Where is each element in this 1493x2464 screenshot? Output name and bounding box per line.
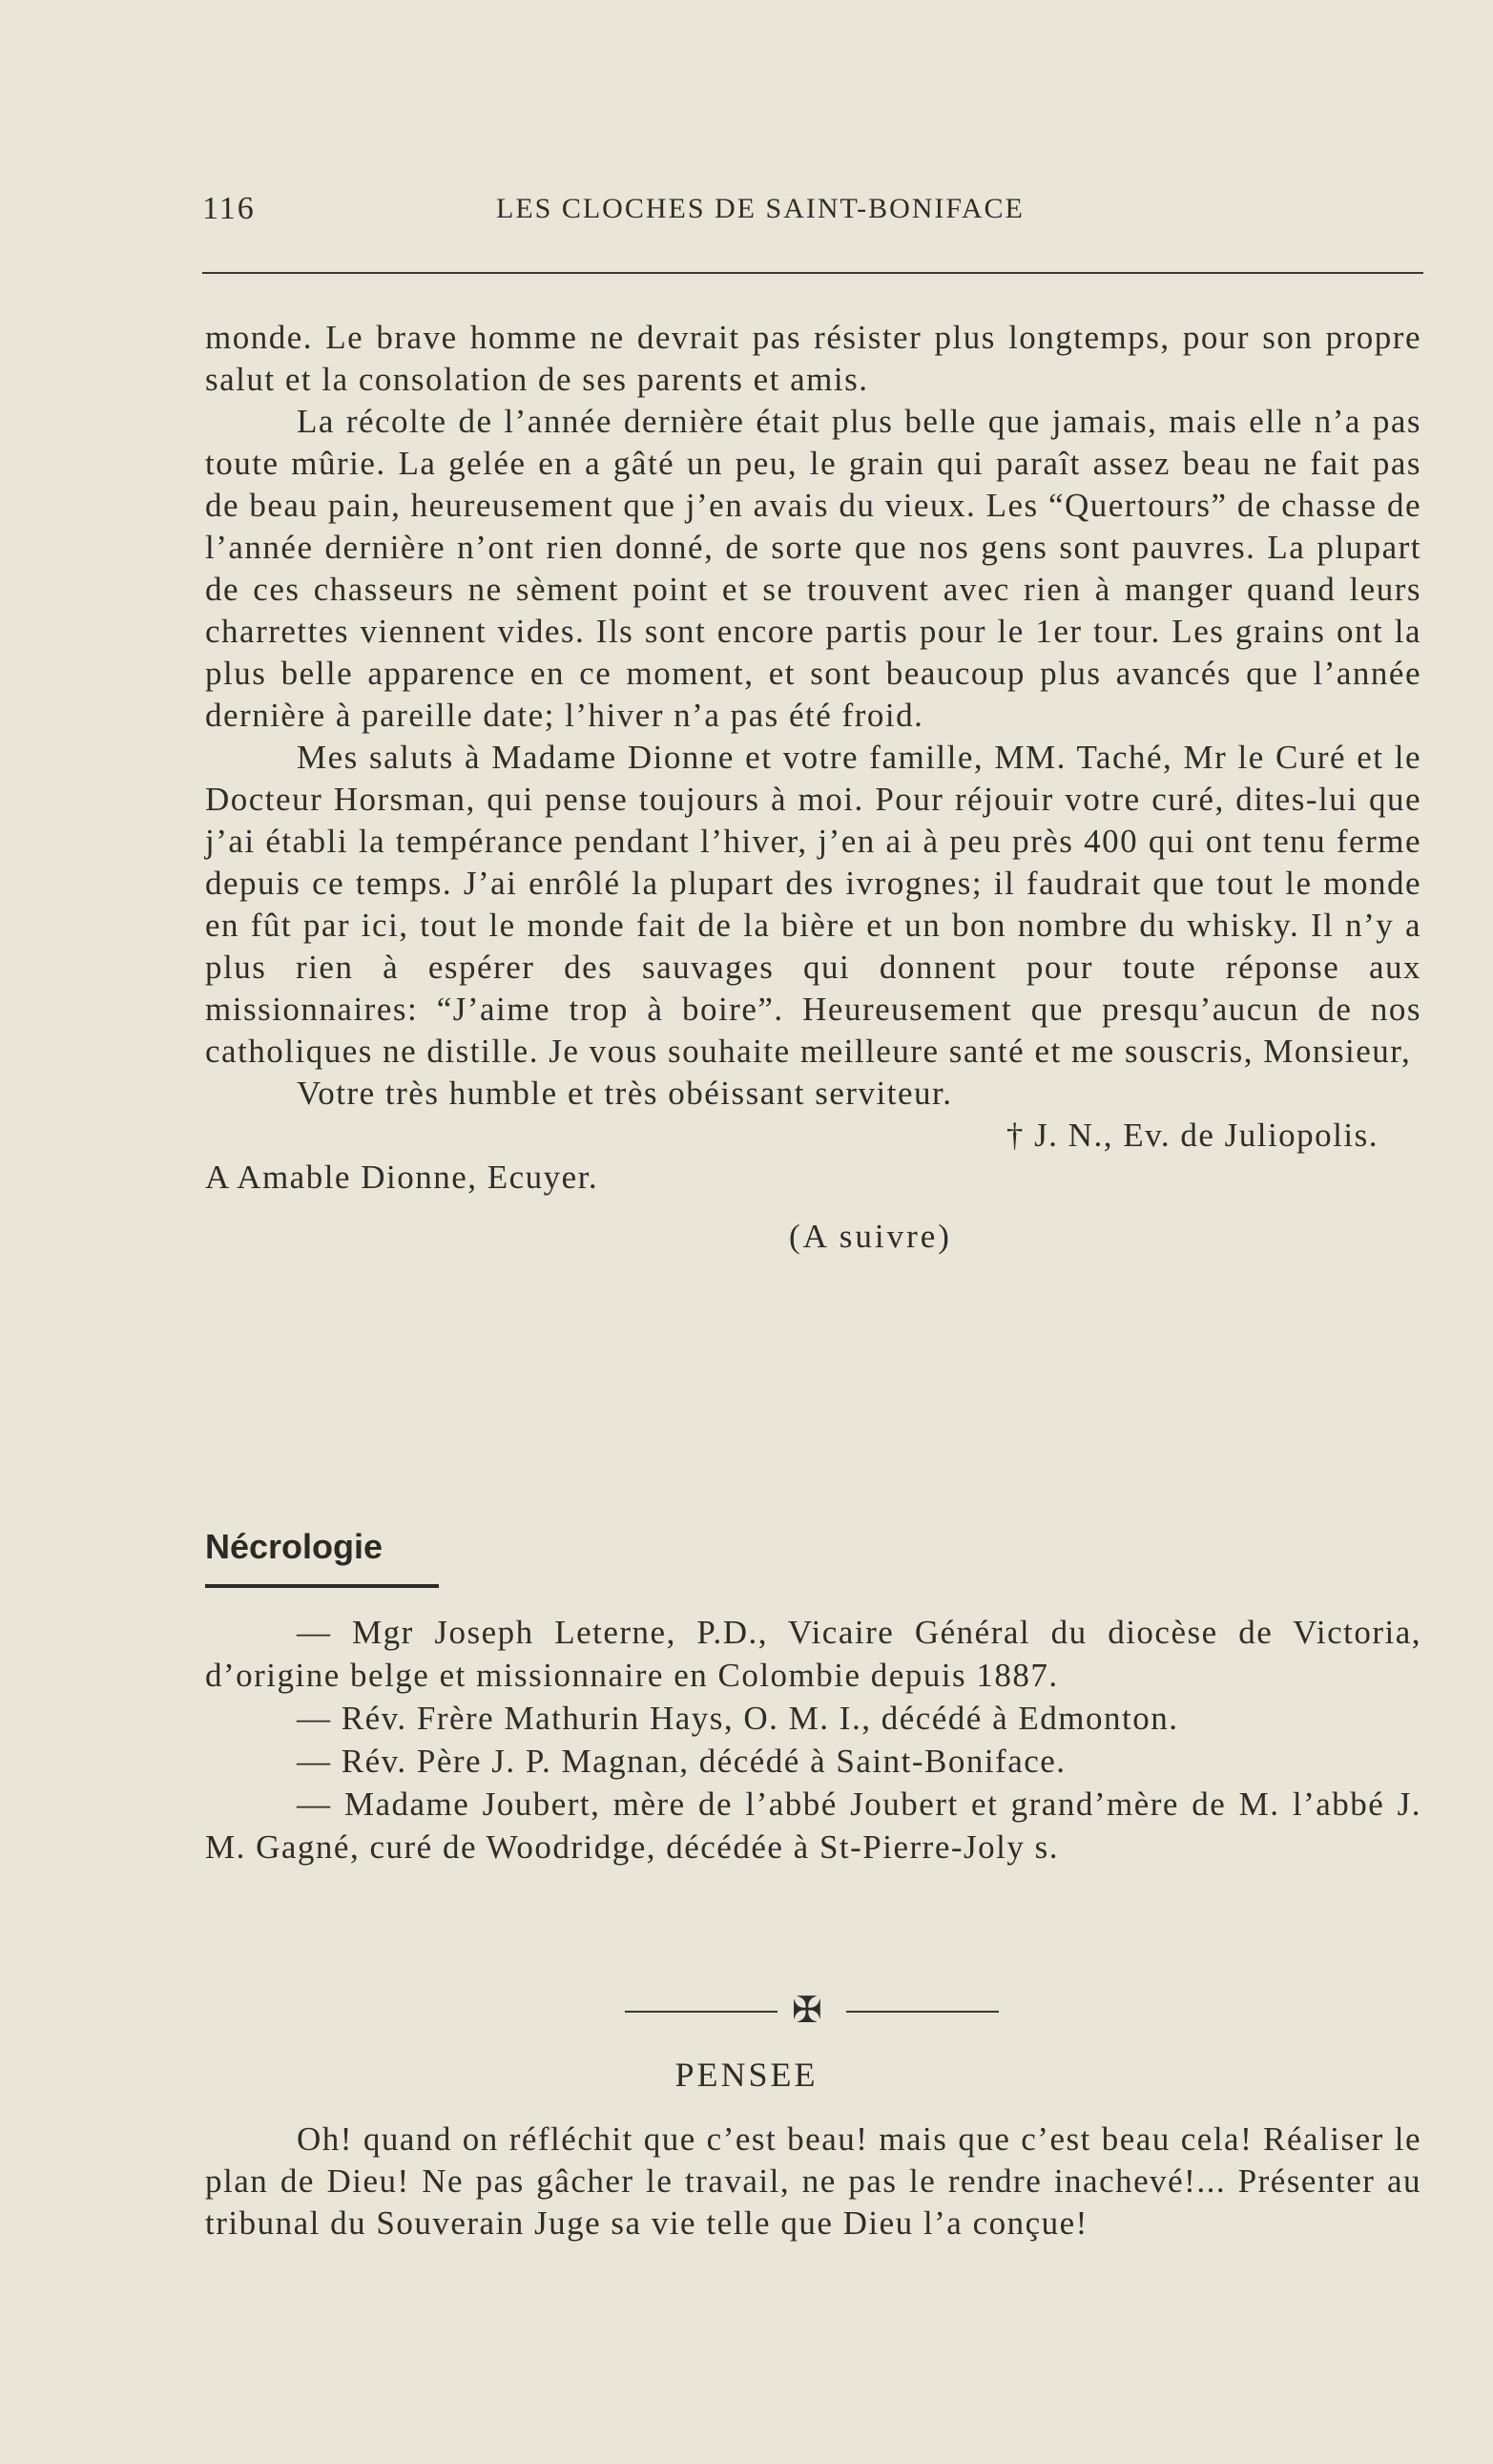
thought-text: Oh! quand on réfléchit que c’est beau! mais que c’est beau cela! Réaliser le plan de Dieu! Ne pas gâcher le travail, ne pas le rendre inachevé!... Présenter au tribunal du Souverain Juge sa vie telle que Dieu l’a conçue!	[205, 2120, 1421, 2242]
page-header	[202, 191, 1423, 239]
running-title: LES CLOCHES DE SAINT-BONIFACE	[496, 193, 1025, 224]
letter-paragraph: Mes saluts à Madame Dionne et votre famille, MM. Taché, Mr le Curé et le Docteur Horsman, qui pense toujours à moi. Pour réjouir votre curé, dites-lui que j’ai établi la tempérance pendant l’hiver, j’en ai à peu près 400 qui ont tenu ferme depuis ce temps. J’ai enrôlé la plupart des ivrognes; il faudrait que tout le monde en fût par ici, tout le monde fait de la bière et un bon nombre du whisky. Il n’y a plus rien à espérer des sauvages qui donnent pour toute réponse aux missionnaires: “J’aime trop à boire”. Heureusement que presqu’aucun de nos catholiques ne distille. Je vous souhaite meilleure santé et me souscris, Monsieur,	[205, 739, 1421, 1070]
necrology-entry: — Mgr Joseph Leterne, P.D., Vicaire Général du diocèse de Victoria, d’origine belge et missionnaire en Colombie depuis 1887.	[205, 1614, 1421, 1694]
necrology-entry: — Rév. Frère Mathurin Hays, O. M. I., décédé à Edmonton.	[297, 1700, 1179, 1737]
divider-line-left	[625, 2011, 778, 2013]
divider-line-right	[846, 2011, 999, 2013]
header-rule	[202, 272, 1423, 274]
letter-closing: Votre très humble et très obéissant serviteur.	[297, 1075, 953, 1112]
letter-addressee: A Amable Dionne, Ecuyer.	[205, 1159, 599, 1196]
to-be-continued: (A suivre)	[789, 1218, 952, 1255]
necrology-entry: — Rév. Père J. P. Magnan, décédé à Saint-Boniface.	[297, 1743, 1067, 1780]
page-number: 116	[202, 191, 256, 226]
heading-underline	[205, 1584, 439, 1588]
letter-paragraph: La récolte de l’année dernière était plus belle que jamais, mais elle n’a pas toute mûrie. La gelée en a gâté un peu, le grain qui paraît assez beau ne fait pas de beau pain, heureusement que j’en avais du vieux. Les “Quertours” de chasse de l’année dernière n’ont rien donné, de sorte que nos gens sont pauvres. La plupart de ces chasseurs ne sèment point et se trouvent avec rien à manger quand leurs charrettes viennent vides. Ils sont encore partis pour le 1er tour. Les grains ont la plus belle apparence en ce moment, et sont beaucoup plus avancés que l’année dernière à pareille date; l’hiver n’a pas été froid.	[205, 403, 1421, 734]
letter-paragraph: monde. Le brave homme ne devrait pas résister plus longtemps, pour son propre salut et la consolation de ses parents et amis.	[205, 319, 1421, 398]
letter-signature: † J. N., Ev. de Juliopolis.	[1006, 1117, 1379, 1154]
thought-title: PENSEE	[674, 2056, 819, 2094]
necrology-entry: — Madame Joubert, mère de l’abbé Joubert et grand’mère de M. l’abbé J. M. Gagné, curé de Woodridge, décédée à St-Pierre-Joly s.	[205, 1785, 1421, 1866]
necrology-list	[205, 1611, 1421, 1869]
letter-body	[205, 317, 1421, 1258]
necrology-heading: Nécrologie	[205, 1527, 384, 1566]
section-divider	[625, 1992, 1006, 2030]
maltese-cross-icon: ✠	[792, 1991, 822, 2031]
thought-body	[205, 2119, 1421, 2245]
